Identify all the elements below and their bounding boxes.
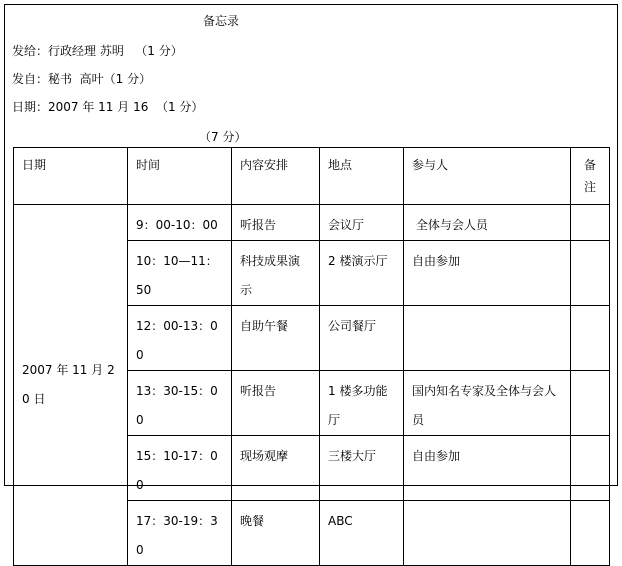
participants-cell [404, 501, 571, 566]
time-cell: 13：30-15：00 [128, 371, 232, 436]
header-participants: 参与人 [404, 148, 571, 205]
content-cell: 科技成果演示 [232, 241, 320, 306]
place-cell: 会议厅 [320, 205, 404, 241]
header-content: 内容安排 [232, 148, 320, 205]
time-cell: 12：00-13：00 [128, 306, 232, 371]
memo-date-line: 日期：2007 年 11 月 16 （1 分） [12, 100, 204, 114]
note-cell [571, 501, 610, 566]
content-cell: 现场观摩 [232, 436, 320, 501]
content-cell: 听报告 [232, 205, 320, 241]
note-cell [571, 371, 610, 436]
participants-cell: 国内知名专家及全体与会人员 [404, 371, 571, 436]
content-cell: 自助午餐 [232, 306, 320, 371]
note-cell [571, 306, 610, 371]
header-time: 时间 [128, 148, 232, 205]
memo-from-line: 发自：秘书 高叶（1 分） [12, 72, 152, 86]
place-cell: 2 楼演示厅 [320, 241, 404, 306]
participants-cell: 自由参加 [404, 436, 571, 501]
date-cell: 2007 年 11 月 20 日 [14, 205, 128, 566]
note-cell [571, 205, 610, 241]
header-note: 备注 [571, 148, 610, 205]
header-place: 地点 [320, 148, 404, 205]
time-cell: 17：30-19：30 [128, 501, 232, 566]
content-cell: 听报告 [232, 371, 320, 436]
memo-to-line: 发给：行政经理 苏明 （1 分） [12, 44, 183, 58]
note-cell [571, 241, 610, 306]
schedule-table [13, 147, 610, 566]
time-cell: 10：10—11：50 [128, 241, 232, 306]
place-cell: 1 楼多功能厅 [320, 371, 404, 436]
time-cell: 9：00-10：00 [128, 205, 232, 241]
memo-title: 备忘录 [203, 14, 240, 28]
table-score-note: （7 分） [199, 130, 247, 144]
place-cell: 三楼大厅 [320, 436, 404, 501]
table-header-row [14, 148, 610, 205]
time-cell: 15：10-17：00 [128, 436, 232, 501]
participants-cell: 全体与会人员 [404, 205, 571, 241]
place-cell: ABC [320, 501, 404, 566]
participants-cell [404, 306, 571, 371]
place-cell: 公司餐厅 [320, 306, 404, 371]
header-date: 日期 [14, 148, 128, 205]
participants-cell: 自由参加 [404, 241, 571, 306]
table-row [14, 205, 610, 241]
content-cell: 晚餐 [232, 501, 320, 566]
